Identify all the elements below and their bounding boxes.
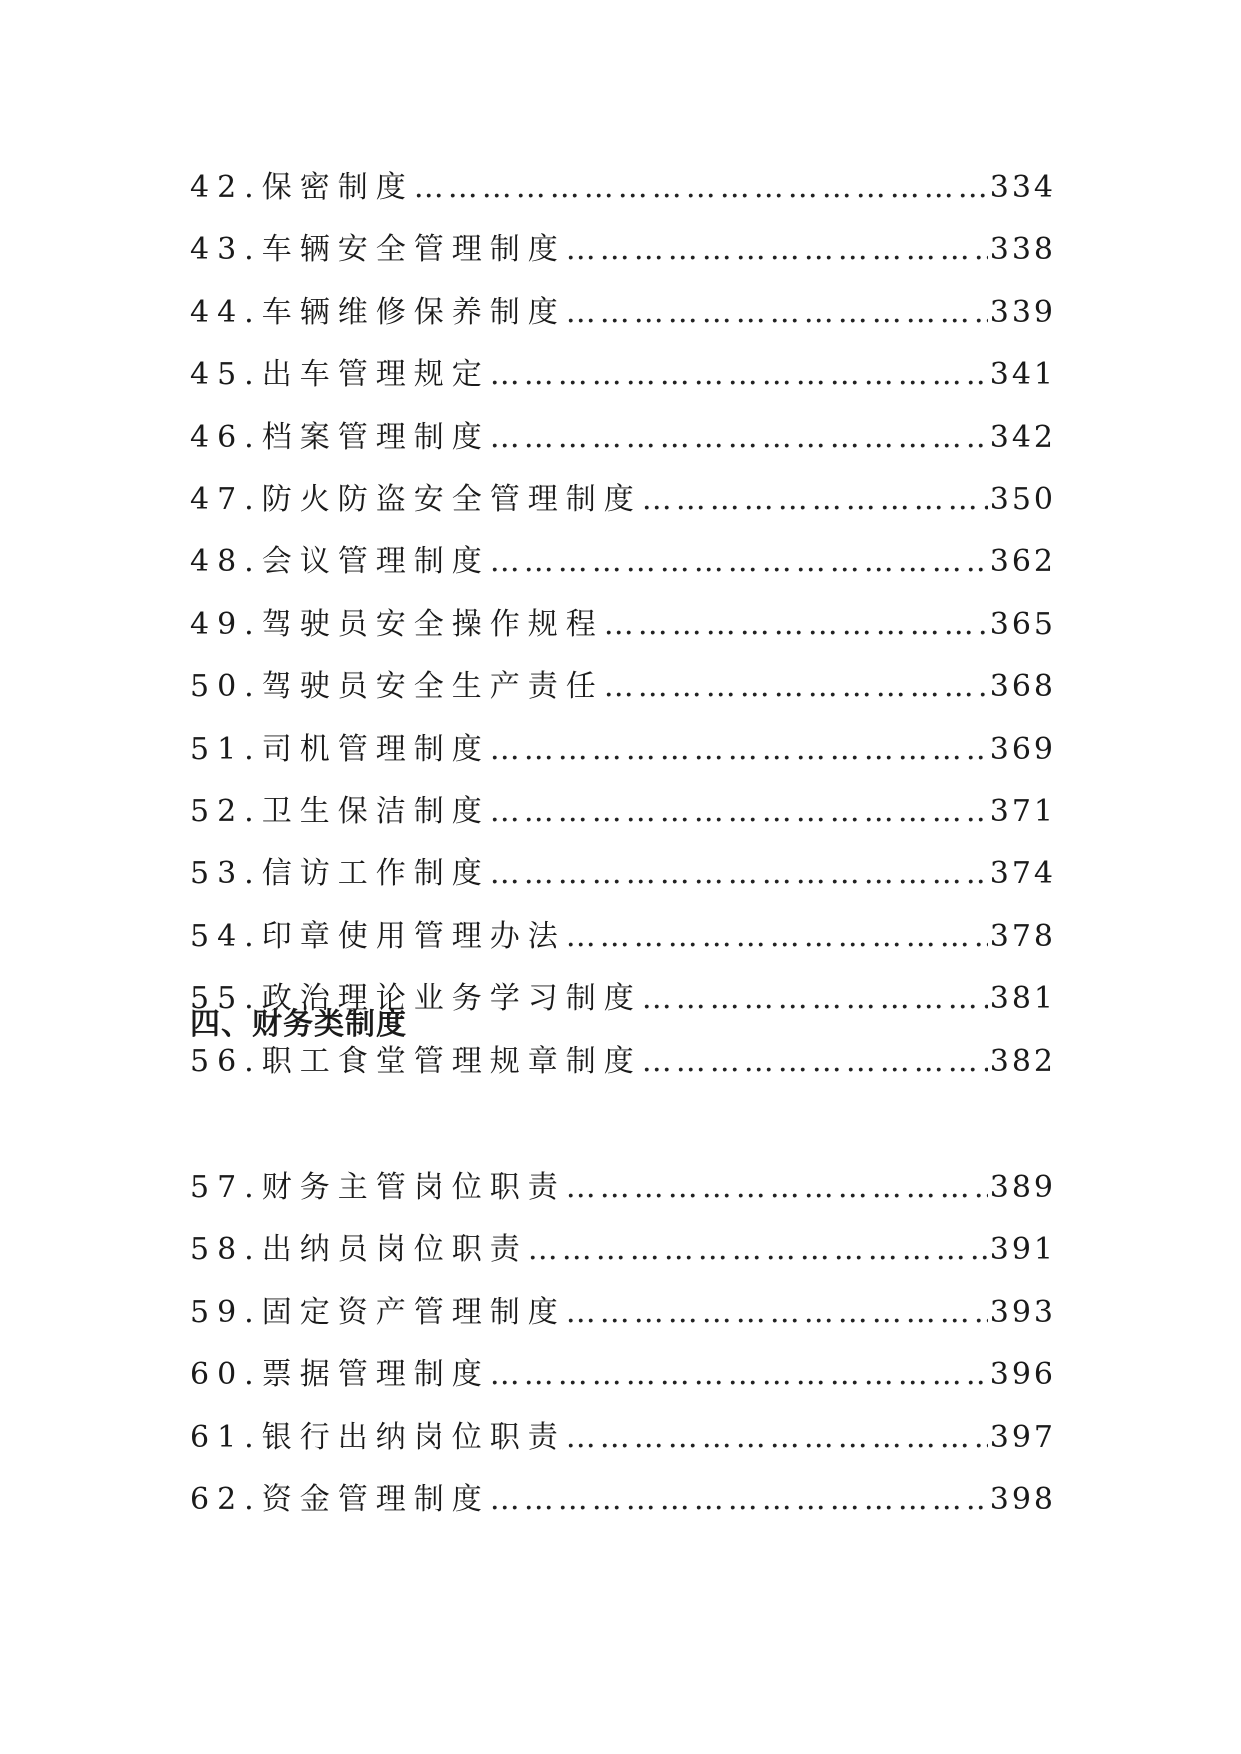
toc-entry-number: 62. [190,1482,262,1517]
toc-entry-page-number: 365 [989,606,1056,642]
toc-entry-page-number: 378 [989,918,1056,954]
toc-entry-page-number: 371 [989,794,1056,829]
toc-entry[interactable] [190,226,1056,274]
toc-entry-number: 59. [190,1294,262,1330]
toc-entry-page-number: 382 [989,1043,1056,1079]
toc-entry-title: 固定资产管理制度 [261,1294,566,1330]
toc-entry-page-number: 374 [989,856,1056,892]
toc-entry-title: 票据管理制度 [261,1357,490,1393]
toc-entry[interactable] [190,289,1056,337]
toc-entry-number: 53. [190,856,262,892]
toc-dot-leader [490,1351,988,1399]
toc-dot-leader [642,975,988,1023]
toc-entry-page-number: 368 [989,669,1056,705]
toc-entry-number: 54. [190,918,262,954]
toc-entry[interactable] [190,351,1056,399]
toc-dot-leader [604,663,988,711]
toc-dot-leader [528,1226,988,1274]
toc-entry-title: 资金管理制度 [261,1482,490,1517]
toc-dot-leader [490,726,988,774]
toc-entry-number: 45. [190,357,262,393]
toc-entry[interactable] [190,726,1056,774]
toc-entry-number: 50. [190,669,262,705]
toc-entry-title: 银行出纳岗位职责 [261,1419,566,1455]
toc-entry-number: 46. [190,419,262,455]
toc-entry-number: 58. [190,1232,262,1268]
toc-entry-page-number: 350 [989,482,1056,517]
toc-entry[interactable] [190,538,1056,586]
toc-dot-leader [642,476,988,524]
toc-entry-page-number: 391 [989,1232,1056,1268]
toc-entry[interactable] [190,1164,1056,1212]
toc-dot-leader [490,538,988,586]
toc-entry-page-number: 341 [989,357,1056,393]
toc-entry-number: 47. [190,482,262,517]
toc-entry-title: 出车管理规定 [261,357,490,393]
toc-entry-number: 61. [190,1419,262,1455]
toc-dot-leader [566,1289,988,1337]
toc-entry-title: 会议管理制度 [261,544,490,580]
toc-entry[interactable] [190,788,1056,836]
toc-entry[interactable] [190,1226,1056,1274]
toc-entry-title: 财务主管岗位职责 [261,1170,566,1205]
toc-entry[interactable] [190,414,1056,462]
toc-entry-number: 51. [190,731,262,767]
toc-entry-title: 防火防盗安全管理制度 [261,482,642,517]
toc-entry-number: 56. [190,1043,262,1079]
toc-entry-number: 44. [190,294,262,330]
toc-entry-page-number: 397 [989,1419,1056,1455]
toc-entry-title: 信访工作制度 [261,856,490,892]
toc-entry-page-number: 381 [989,981,1056,1017]
toc-entry-page-number: 393 [989,1294,1056,1330]
toc-entry-page-number: 389 [989,1170,1056,1205]
toc-entry[interactable] [190,1351,1056,1399]
toc-dot-leader [566,226,988,274]
toc-entry-number: 49. [190,606,262,642]
toc-entry[interactable] [190,1414,1056,1462]
toc-entry[interactable] [190,601,1056,649]
toc-dot-leader [490,850,988,898]
toc-dot-leader [490,414,988,462]
toc-entry[interactable] [190,1476,1056,1524]
toc-entry-number: 57. [190,1170,262,1205]
toc-entry-title: 档案管理制度 [261,419,490,455]
toc-entry-number: 55. [190,981,262,1017]
toc-entry-page-number: 362 [989,544,1056,580]
toc-entry-number: 42. [190,170,262,205]
toc-entry-page-number: 342 [989,419,1056,455]
toc-entry-page-number: 339 [989,294,1056,330]
toc-entry-title: 职工食堂管理规章制度 [261,1043,642,1079]
toc-entry-number: 43. [190,232,262,268]
toc-entry-title: 司机管理制度 [261,731,490,767]
toc-entry-page-number: 338 [989,232,1056,268]
toc-entry-title: 车辆维修保养制度 [261,294,566,330]
toc-entry[interactable] [190,1289,1056,1337]
toc-entry-number: 48. [190,544,262,580]
toc-entry-page-number: 396 [989,1357,1056,1393]
toc-entry[interactable] [190,913,1056,961]
toc-entry-title: 印章使用管理办法 [261,918,566,954]
toc-entry-title: 出纳员岗位职责 [261,1232,528,1268]
toc-dot-leader [566,1414,988,1462]
toc-entry-title: 政治理论业务学习制度 [261,981,642,1017]
toc-dot-leader [566,289,988,337]
toc-entry-number: 60. [190,1357,262,1393]
toc-dot-leader [566,913,988,961]
toc-entry-page-number: 369 [989,731,1056,767]
toc-entry-number: 52. [190,794,262,829]
toc-entry[interactable] [190,663,1056,711]
toc-dot-leader [642,1038,988,1086]
section-heading: 四、财务类制度 [190,1007,407,1042]
toc-entry[interactable] [190,476,1056,524]
toc-entry-page-number: 334 [989,170,1056,205]
toc-dot-leader [604,601,988,649]
toc-entry[interactable] [190,850,1056,898]
toc-entry-title: 驾驶员安全操作规程 [261,606,604,642]
toc-entry-title: 卫生保洁制度 [261,794,490,829]
toc-entry-title: 车辆安全管理制度 [261,232,566,268]
toc-dot-leader [490,1476,988,1524]
toc-dot-leader [566,1164,988,1212]
toc-dot-leader [414,164,988,212]
toc-entry-page-number: 398 [989,1482,1056,1517]
toc-dot-leader [490,788,988,836]
toc-dot-leader [490,351,988,399]
toc-entry-title: 驾驶员安全生产责任 [261,669,604,705]
toc-entry-title: 保密制度 [261,170,414,205]
toc-entry[interactable] [190,164,1056,212]
